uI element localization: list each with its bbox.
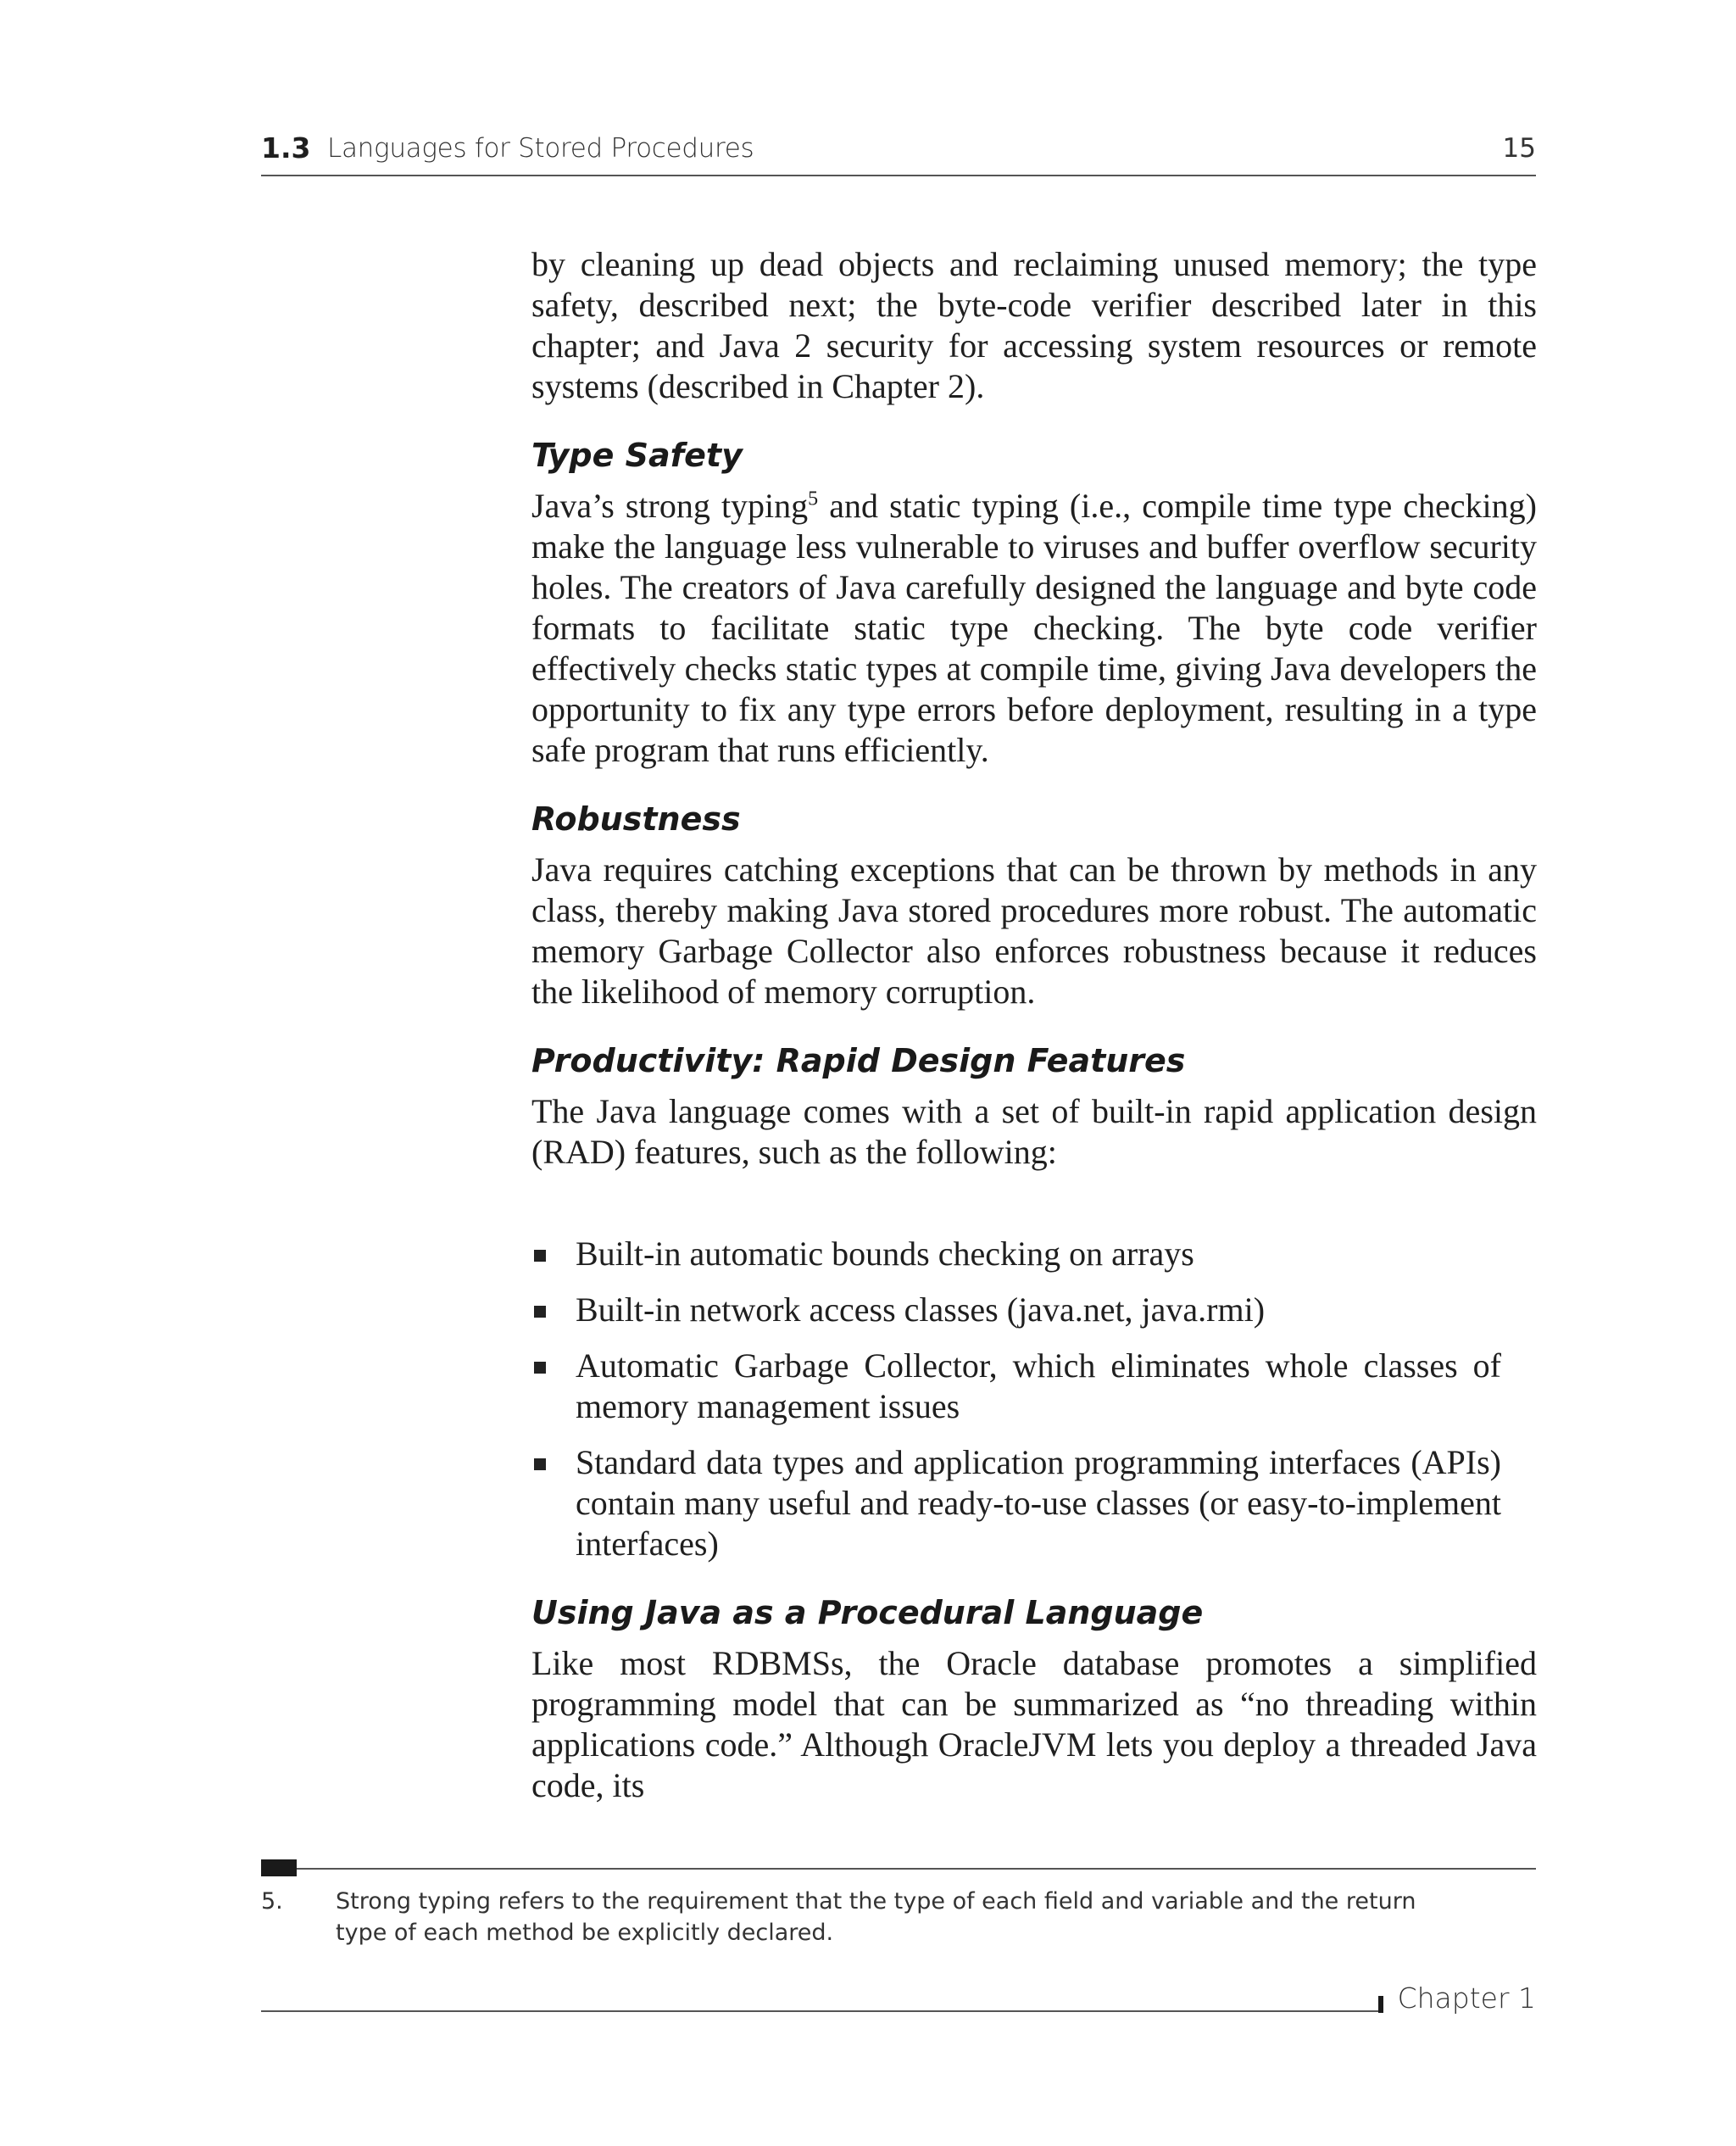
bullet-square-icon <box>534 1306 546 1318</box>
footnote-reference: 5 <box>808 488 819 510</box>
list-item-text: Built-in network access classes (java.net, java.rmi) <box>576 1290 1266 1329</box>
type-safety-text-start: Java’s strong typing <box>531 487 809 525</box>
heading-procedural-language: Using Java as a Procedural Language <box>531 1594 1204 1631</box>
header-rule <box>261 175 1536 176</box>
heading-type-safety: Type Safety <box>531 437 743 474</box>
list-item-text: Built-in automatic bounds checking on arrays <box>576 1235 1194 1273</box>
list-item-text: Standard data types and application programming interfaces (APIs) contain many useful and ready-to-use classes (or easy-to-implement interfaces) <box>576 1443 1501 1563</box>
bullet-square-icon <box>534 1458 546 1470</box>
paragraph-productivity: The Java language comes with a set of built-in rapid application design (RAD) features, such as the following: <box>531 1092 1537 1171</box>
running-head <box>261 131 1536 169</box>
section-title: Languages for Stored Procedures <box>327 133 754 164</box>
bullet-square-icon <box>534 1250 546 1262</box>
bullet-square-icon <box>534 1362 546 1374</box>
footnote-rule-marker <box>261 1859 297 1876</box>
footer-rule <box>261 2010 1378 2012</box>
page-number: 15 <box>1502 133 1536 164</box>
paragraph-procedural-language: Like most RDBMSs, the Oracle database promotes a simplified programming model that can be summarized as “no threading within applications code.” Although OracleJVM lets you deploy a threaded Java code, its <box>531 1644 1537 1804</box>
list-item <box>531 1290 1501 1330</box>
footnote-number: 5. <box>261 1888 283 1915</box>
main-text <box>531 244 1537 1806</box>
heading-productivity: Productivity: Rapid Design Features <box>531 1042 1186 1079</box>
heading-robustness: Robustness <box>531 800 741 838</box>
paragraph-type-safety <box>531 486 1537 771</box>
footer-rule-marker <box>1378 1996 1383 2013</box>
list-item <box>531 1234 1501 1274</box>
list-item <box>531 1442 1501 1564</box>
paragraph-robustness: Java requires catching exceptions that can be thrown by methods in any class, thereby making Java stored procedures more robust. The automatic memory Garbage Collector also enforces robustness because it reduces the likelihood of memory corruption. <box>531 850 1537 1011</box>
list-item <box>531 1346 1501 1427</box>
chapter-label: Chapter 1 <box>1397 1982 1536 2015</box>
footnote-text: Strong typing refers to the requirement that the type of each field and variable and the return type of each method be explicitly declared. <box>336 1888 1416 1946</box>
feature-list <box>531 1234 1537 1564</box>
type-safety-text-rest: and static typing (i.e., compile time type checking) make the language less vulnerable to viruses and buffer overflow security holes. The creators of Java carefully designed the language and byte code formats to facilitate static type checking. The byte code verifier effectively checks static types at compile time, giving Java developers the opportunity to fix any type errors before deployment, resulting in a type safe program that runs efficiently. <box>531 487 1537 769</box>
footnote-rule <box>261 1868 1536 1870</box>
section-number: 1.3 <box>261 131 311 164</box>
list-item-text: Automatic Garbage Collector, which eliminates whole classes of memory management issues <box>576 1346 1501 1425</box>
intro-paragraph: by cleaning up dead objects and reclaiming unused memory; the type safety, described next; the byte-code verifier described later in this chapter; and Java 2 security for accessing system resources or remote systems (described in Chapter 2). <box>531 245 1537 405</box>
